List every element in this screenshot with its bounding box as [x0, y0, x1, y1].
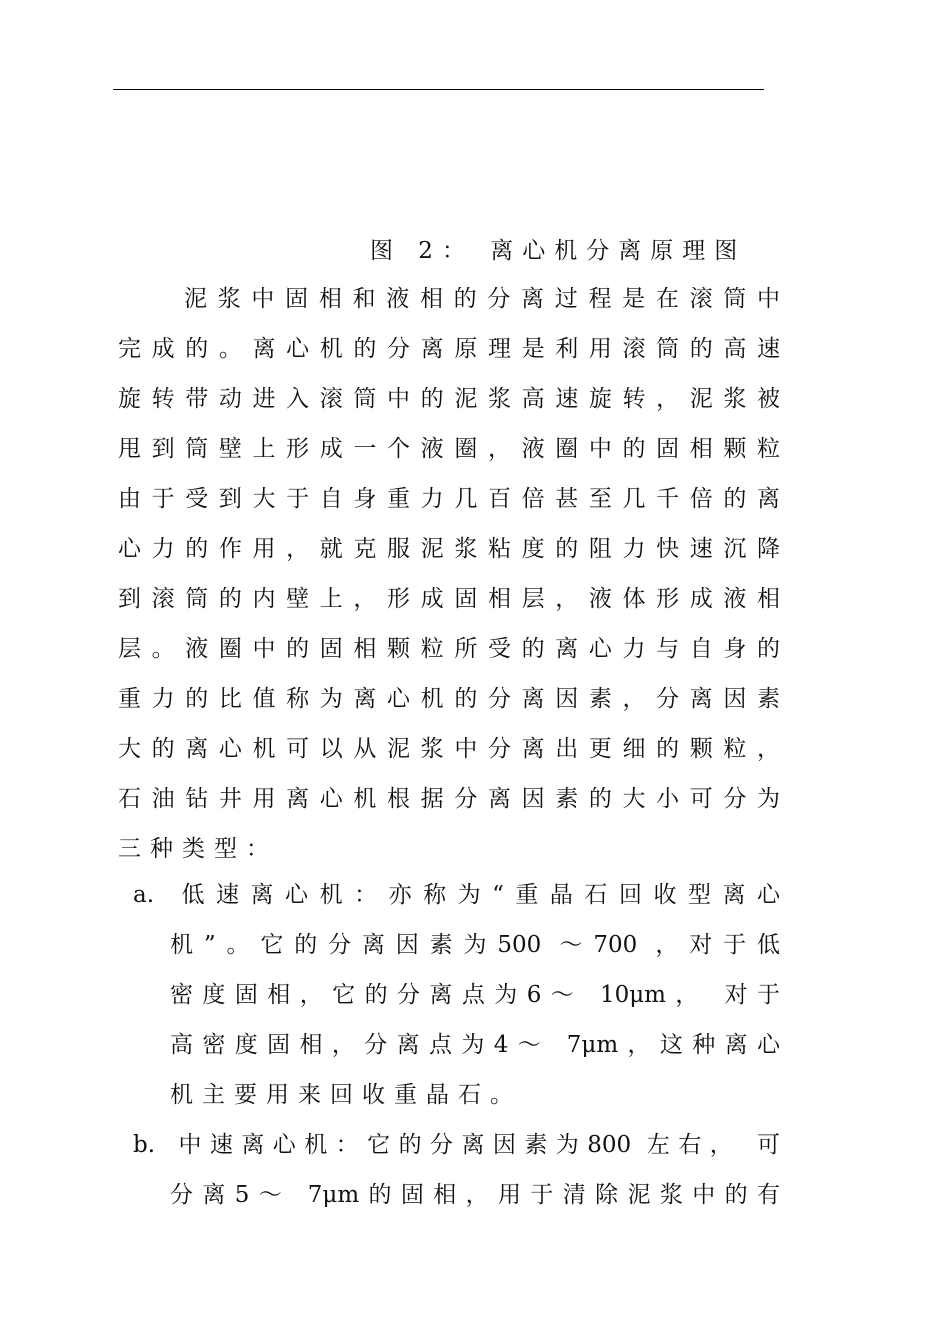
paragraph-line: 到滚筒的内壁上，形成固相层，液体形成液相: [118, 586, 780, 612]
header-rule: [113, 89, 764, 90]
list-item-line: 分离5～ 7μm的固相，用于清除泥浆中的有: [170, 1182, 780, 1208]
paragraph-line: 泥浆中固相和液相的分离过程是在滚筒中: [184, 286, 780, 312]
paragraph-line: 大的离心机可以从泥浆中分离出更细的颗粒，: [118, 736, 780, 762]
list-item-line: [133, 870, 780, 920]
list-item-line: 高密度固相，分离点为4～ 7μm，这种离心: [170, 1032, 780, 1058]
paragraph-line: 层。液圈中的固相颗粒所受的离心力与自身的: [118, 636, 780, 662]
body-paragraph: [118, 274, 780, 874]
paragraph-line: 石油钻井用离心机根据分离因素的大小可分为: [118, 786, 780, 812]
figure-caption: 图 2： 离心机分离原理图: [370, 238, 747, 264]
list-item-text: 中速离心机：它的分离因素为800 左右， 可: [170, 1132, 780, 1158]
paragraph-line: 由于受到大于自身重力几百倍甚至几千倍的离: [118, 486, 780, 512]
paragraph-line: 旋转带动进入滚筒中的泥浆高速旋转，泥浆被: [118, 386, 780, 412]
list-item-a: [133, 870, 780, 1120]
list-marker: b.: [133, 1132, 156, 1158]
paragraph-line: 重力的比值称为离心机的分离因素，分离因素: [118, 686, 780, 712]
list-item-line: 机主要用来回收重晶石。: [170, 1082, 522, 1108]
paragraph-line: 甩到筒壁上形成一个液圈，液圈中的固相颗粒: [118, 436, 780, 462]
list-item-text: 低速离心机：亦称为“重晶石回收型离心: [170, 882, 780, 908]
list-item-line: 机”。它的分离因素为500 ～700 ，对于低: [170, 932, 780, 958]
paragraph-line: 三种类型：: [118, 836, 278, 862]
list-item-line: [133, 1120, 780, 1170]
paragraph-line: 心力的作用，就克服泥浆粘度的阻力快速沉降: [118, 536, 780, 562]
list-item-line: 密度固相，它的分离点为6～ 10μm， 对于: [170, 982, 780, 1008]
paragraph-line: 完成的。离心机的分离原理是利用滚筒的高速: [118, 336, 780, 362]
list-item-b: [133, 1120, 780, 1220]
list-marker: a.: [133, 882, 155, 908]
